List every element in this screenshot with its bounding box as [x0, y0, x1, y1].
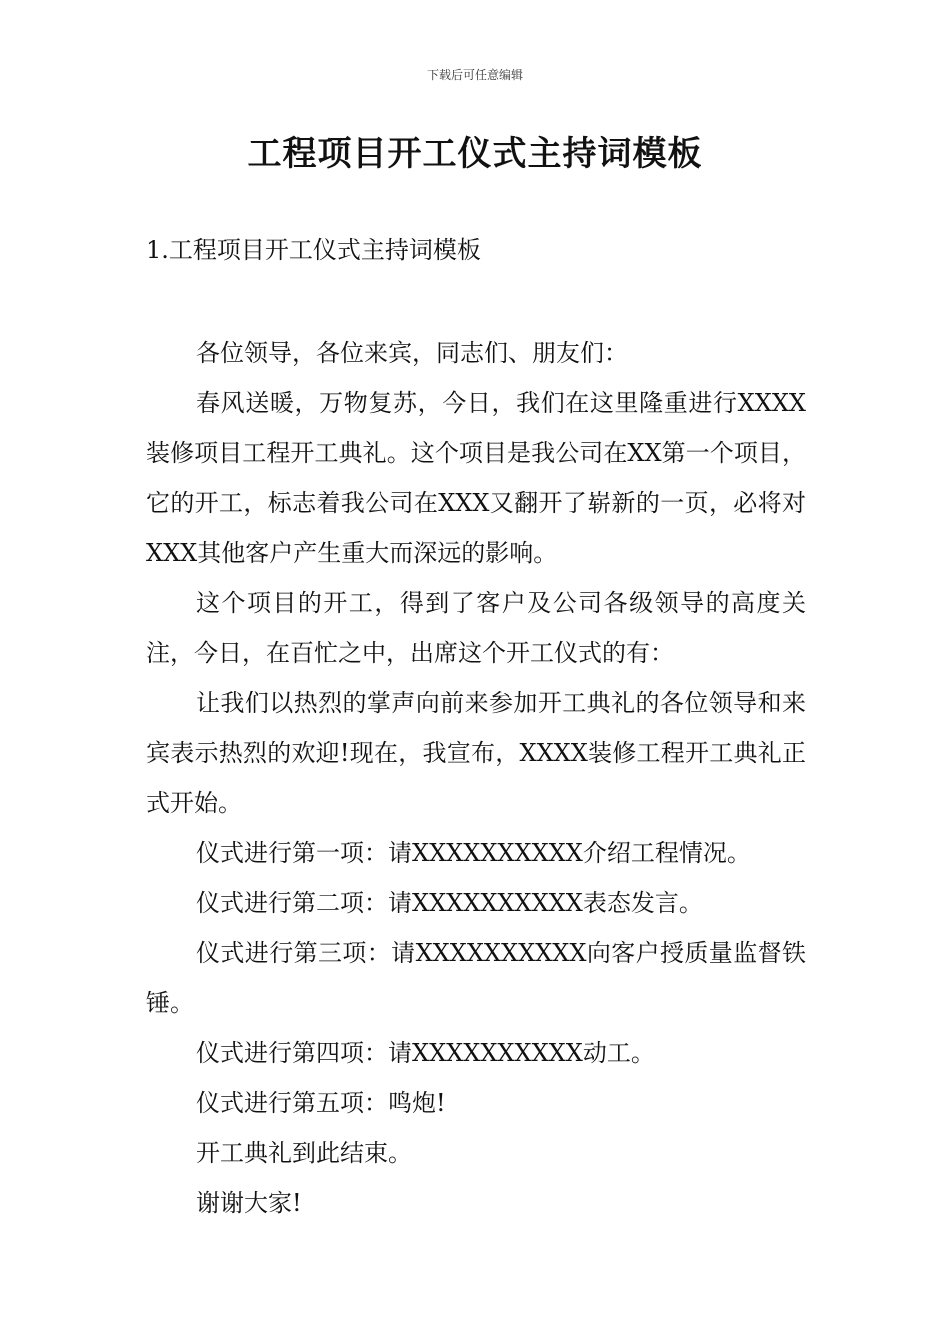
section-heading: 1.工程项目开工仪式主持词模板: [146, 236, 481, 264]
header-note: 下载后可任意编辑: [426, 68, 523, 82]
document-title: 工程项目开工仪式主持词模板: [247, 134, 703, 174]
paragraph-item-5: 仪式进行第五项：鸣炮!: [196, 1089, 446, 1117]
paragraph-thanks: 谢谢大家!: [196, 1189, 302, 1217]
paragraph-welcome: 让我们以热烈的掌声向前来参加开工典礼的各位领导和来宾表示热烈的欢迎!现在，我宣布，XXXX装修工程开工典礼正式开始。: [146, 689, 806, 817]
paragraph-attendees: 这个项目的开工，得到了客户及公司各级领导的高度关注，今日，在百忙之中，出席这个开工仪式的有：: [146, 589, 806, 667]
paragraph-item-3: 仪式进行第三项：请XXXXXXXXXX向客户授质量监督铁锤。: [146, 939, 806, 1017]
document-body: [146, 328, 806, 1228]
paragraph-item-1: 仪式进行第一项：请XXXXXXXXXX介绍工程情况。: [196, 839, 751, 867]
paragraph-closing: 开工典礼到此结束。: [196, 1139, 412, 1167]
paragraph-item-4: 仪式进行第四项：请XXXXXXXXXX动工。: [196, 1039, 655, 1067]
paragraph-item-2: 仪式进行第二项：请XXXXXXXXXX表态发言。: [196, 889, 703, 917]
paragraph-opening: 春风送暖，万物复苏，今日，我们在这里隆重进行XXXX装修项目工程开工典礼。这个项目是我公司在XX第一个项目，它的开工，标志着我公司在XXX又翻开了崭新的一页，必将对XXX其他客户产生重大而深远的影响。: [146, 389, 806, 567]
paragraph-greeting: 各位领导，各位来宾，同志们、朋友们：: [196, 339, 628, 367]
